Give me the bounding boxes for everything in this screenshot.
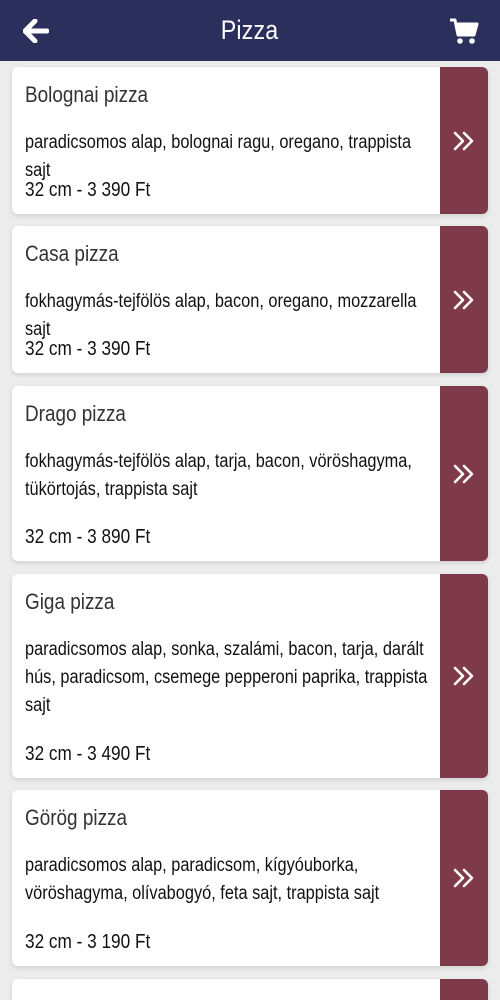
product-name: Drago pizza <box>25 401 126 426</box>
cart-button[interactable] <box>448 16 480 46</box>
product-details-button[interactable] <box>440 67 488 214</box>
product-price: 32 cm - 3 190 Ft <box>25 931 151 953</box>
product-card[interactable] <box>12 67 488 214</box>
product-card-body <box>12 226 440 373</box>
chevron-double-right-icon <box>453 290 475 310</box>
product-card[interactable] <box>12 574 488 778</box>
chevron-double-right-icon <box>453 868 475 888</box>
back-button[interactable] <box>22 17 50 45</box>
product-price: 32 cm - 3 390 Ft <box>25 179 151 201</box>
arrow-left-icon <box>23 19 49 43</box>
page-title: Pizza <box>221 15 279 45</box>
product-price: 32 cm - 3 490 Ft <box>25 743 151 765</box>
shopping-cart-icon <box>449 17 479 45</box>
product-name: Giga pizza <box>25 589 115 614</box>
product-price: 32 cm - 3 390 Ft <box>25 338 151 360</box>
chevron-double-right-icon <box>453 464 475 484</box>
product-description: fokhagymás-tejfölös alap, bacon, oregano, mozzarella sajt <box>25 291 417 340</box>
product-details-button[interactable] <box>440 226 488 373</box>
product-card-body <box>12 67 440 214</box>
product-details-button[interactable] <box>440 790 488 966</box>
product-card[interactable] <box>12 386 488 561</box>
chevron-double-right-icon <box>453 666 475 686</box>
product-card-body <box>12 386 440 561</box>
product-name: Bolognai pizza <box>25 82 149 107</box>
product-name: Casa pizza <box>25 241 119 266</box>
product-price: 32 cm - 3 890 Ft <box>25 526 151 548</box>
product-description: paradicsomos alap, bolognai ragu, oregano, trappista sajt <box>25 132 412 181</box>
product-description: paradicsomos alap, paradicsom, kígyóuborka, vöröshagyma, olívabogyó, feta sajt, trappista sajt <box>25 855 380 904</box>
product-description: paradicsomos alap, sonka, szalámi, bacon, tarja, darált hús, paradicsom, csemege pepperoni paprika, trappista sajt <box>25 639 428 716</box>
chevron-double-right-icon <box>453 131 475 151</box>
product-card[interactable] <box>12 790 488 966</box>
product-list <box>0 61 500 1000</box>
product-card-partial[interactable] <box>12 979 488 1000</box>
product-name: Görög pizza <box>25 805 128 830</box>
product-details-button[interactable] <box>440 386 488 561</box>
product-card-body <box>12 790 440 966</box>
product-card-body <box>12 574 440 778</box>
app-header <box>0 0 500 61</box>
product-details-button[interactable] <box>440 574 488 778</box>
product-details-button[interactable] <box>440 979 488 1000</box>
product-description: fokhagymás-tejfölös alap, tarja, bacon, vöröshagyma, tükörtojás, trappista sajt <box>25 451 412 500</box>
product-card[interactable] <box>12 226 488 373</box>
